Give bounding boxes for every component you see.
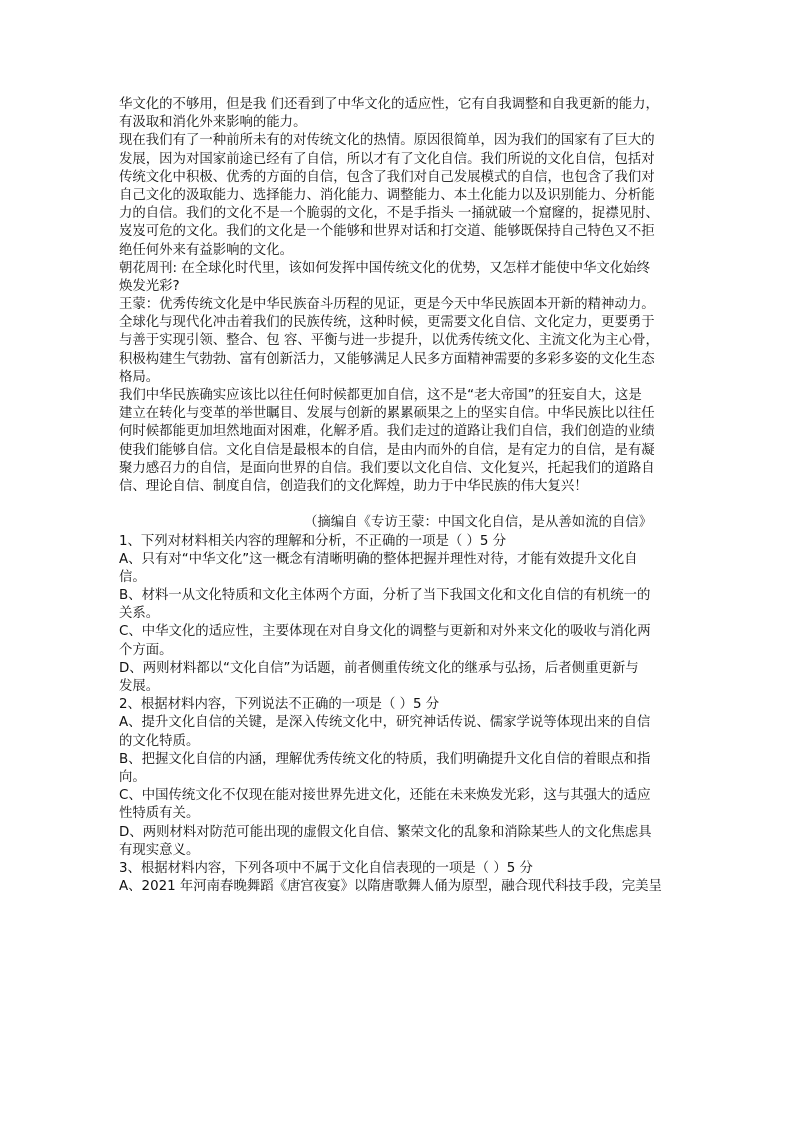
question-line: 关系。 — [119, 606, 160, 622]
question-line: C、中华文化的适应性，主要体现在对自身文化的调整与更新和对外来文化的吸收与消化两 — [119, 624, 651, 640]
text-line: 王蒙：优秀传统文化是中华民族奋斗历程的见证，更是今天中华民族固本开新的精神动力。 — [119, 297, 655, 313]
text-line: 建立在转化与变革的举世瞩目、发展与创新的累累硕果之上的坚实自信。中华民族比以往任 — [119, 406, 655, 422]
question-line: 3、根据材料内容，下列各项中不属于文化自信表现的一项是（ ）5 分 — [119, 860, 533, 876]
questions-section — [119, 533, 685, 897]
question-line: A、2021 年河南春晚舞蹈《唐宫夜宴》以隋唐歌舞人俑为原型，融合现代科技手段，完美呈 — [119, 879, 662, 895]
question-line: 的文化特质。 — [119, 733, 200, 749]
question-line: B、把握文化自信的内涵，理解优秀传统文化的特质，我们明确提升文化自信的着眼点和指 — [119, 751, 651, 767]
question-line: 发展。 — [119, 679, 160, 694]
text-line: 我们中华民族确实应该比以往任何时候都更加自信，这不是“老大帝国”的狂妄自大，这是 — [119, 388, 642, 403]
question-line: 2、根据材料内容，下列说法不正确的一项是（ ）5 分 — [119, 697, 440, 713]
question-line: C、中国传统文化不仅现在能对接世界先进文化，还能在未来焕发光彩，这与其强大的适应 — [119, 788, 651, 804]
blank-line — [119, 496, 685, 514]
text-line: 有汲取和消化外来影响的能力。 — [119, 115, 307, 131]
text-line: 华文化的不够用，但是我 们还看到了中华文化的适应性，它有自我调整和自我更新的能力， — [119, 97, 659, 112]
text-line: 全球化与现代化冲击着我们的民族传统，这种时候，更需要文化自信、文化定力，更要勇于 — [119, 315, 655, 331]
text-line: 焕发光彩? — [119, 278, 180, 294]
question-line: 有现实意义。 — [119, 842, 200, 858]
question-line: 个方面。 — [119, 642, 173, 658]
question-line: A、只有对“中华文化”这一概念有清晰明确的整体把握并理性对待，才能有效提升文化自 — [119, 551, 638, 567]
text-line: 朝花周刊: 在全球化时代里，该如何发挥中国传统文化的优势，又怎样才能使中华文化始终 — [119, 260, 650, 276]
text-line: 自己文化的汲取能力、选择能力、消化能力、调整能力、本土化能力以及识别能力、分析能 — [119, 187, 655, 203]
document-page — [119, 96, 685, 896]
text-line: 力的自信。我们的文化不是一个脆弱的文化，不是手指头 一捅就破一个窟窿的，捉襟见肘、 — [119, 206, 659, 222]
text-line: 发展，因为对国家前途已经有了自信，所以才有了文化自信。我们所说的文化自信，包括对 — [119, 151, 655, 167]
text-line: 岌岌可危的文化。我们的文化是一个能够和世界对话和打交道、能够既保持自己特色又不拒 — [119, 224, 655, 240]
question-line: D、两则材料对防范可能出现的虚假文化自信、繁荣文化的乱象和消除某些人的文化焦虑具 — [119, 824, 652, 840]
text-line: 何时候都能更加坦然地面对困难，化解矛盾。我们走过的道路让我们自信，我们创造的业绩 — [119, 424, 655, 440]
text-line: 现在我们有了一种前所未有的对传统文化的热情。原因很简单，因为我们的国家有了巨大的 — [119, 133, 655, 149]
article-body — [119, 96, 685, 496]
text-line: 格局。 — [119, 369, 160, 385]
question-line: 1、下列对材料相关内容的理解和分析，不正确的一项是（ ）5 分 — [119, 533, 507, 549]
question-line: A、提升文化自信的关键，是深入传统文化中，研究神话传说、儒家学说等体现出来的自信 — [119, 715, 651, 731]
question-line: B、材料一从文化特质和文化主体两个方面，分析了当下我国文化和文化自信的有机统一的 — [119, 588, 651, 604]
text-line: 聚力感召力的自信，是面向世界的自信。我们要以文化自信、文化复兴，托起我们的道路自 — [119, 460, 655, 476]
article-source: （摘编自《专访王蒙：中国文化自信，是从善如流的自信》 — [304, 515, 653, 531]
question-line: 性特质有关。 — [119, 806, 200, 822]
text-line: 积极构建生气勃勃、富有创新活力，又能够满足人民多方面精神需要的多彩多姿的文化生态 — [119, 351, 655, 367]
text-line: 信、理论自信、制度自信，创造我们的文化辉煌，助力于中华民族的伟大复兴！ — [119, 478, 588, 494]
question-line: 向。 — [119, 769, 146, 785]
text-line: 使我们能够自信。文化自信是最根本的自信，是由内而外的自信，是有定力的自信，是有凝 — [119, 442, 655, 458]
text-line: 传统文化中积极、优秀的方面的自信，包含了我们对自己发展模式的自信，也包含了我们对 — [119, 169, 655, 185]
text-line: 与善于实现引领、整合、包 容、平衡与进一步提升，以优秀传统文化、主流文化为主心骨， — [119, 333, 659, 349]
question-line: 信。 — [119, 569, 146, 585]
question-line: D、两则材料都以“文化自信”为话题，前者侧重传统文化的继承与弘扬，后者侧重更新与 — [119, 660, 639, 676]
text-line: 绝任何外来有益影响的文化。 — [119, 242, 294, 258]
